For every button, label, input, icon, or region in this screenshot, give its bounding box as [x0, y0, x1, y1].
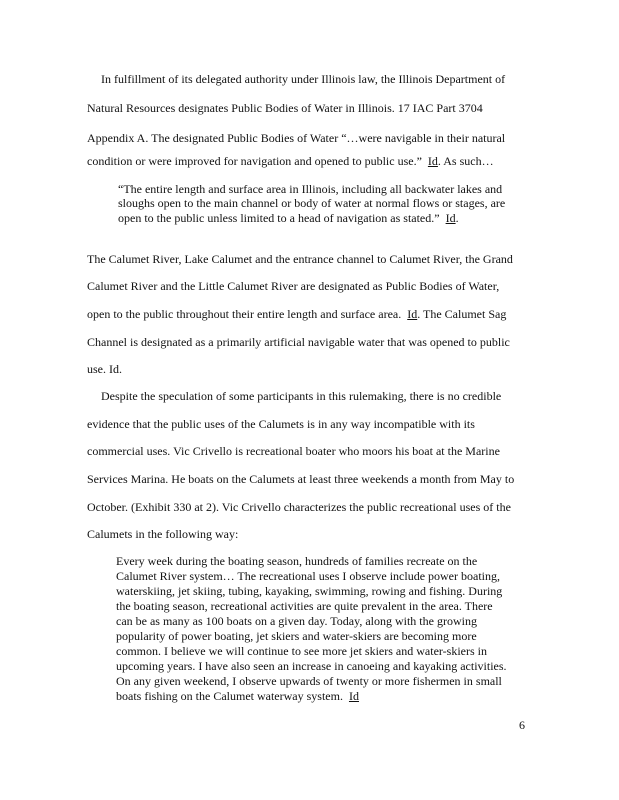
paragraph2-tail: . The Calumet Sag — [417, 307, 507, 321]
quote2-line8: upcoming years. I have also seen an increase in canoeing and kayaking activities. — [116, 659, 507, 673]
paragraph3-line6: Calumets in the following way: — [87, 527, 239, 541]
paragraph2-line1: The Calumet River, Lake Calumet and the entrance channel to Calumet River, the Grand — [87, 252, 513, 266]
paragraph3-line4: Services Marina. He boats on the Calumets at least three weekends a month from May to — [87, 472, 515, 486]
paragraph3-line1: Despite the speculation of some participants in this rulemaking, there is no credible — [101, 389, 502, 403]
paragraph2-line2: Calumet River and the Little Calumet River are designated as Public Bodies of Water, — [87, 279, 500, 293]
paragraph3-line3: commercial uses. Vic Crivello is recreational boater who moors his boat at the Marine — [87, 444, 500, 458]
quote2-line5: can be as many as 100 boats on a given day. Today, along with the growing — [116, 614, 477, 628]
paragraph3-line5: October. (Exhibit 330 at 2). Vic Crivello characterizes the public recreational uses of the — [87, 500, 511, 514]
paragraph2-line3 — [87, 307, 506, 321]
quote1-tail: . — [455, 211, 459, 225]
paragraph1-line1: In fulfillment of its delegated authority under Illinois law, the Illinois Department of — [101, 72, 506, 86]
paragraph1-line4 — [87, 154, 494, 168]
quote1-citation: Id — [445, 211, 456, 225]
quote1-line2: sloughs open to the main channel or body of water at normal flows or stages, are — [118, 196, 506, 210]
paragraph3-line2: evidence that the public uses of the Calumets is in any way incompatible with its — [87, 417, 475, 431]
quote2-line9: On any given weekend, I observe upwards of twenty or more fishermen in small — [116, 674, 502, 688]
quote2-line10-text: boats fishing on the Calumet waterway system. — [116, 689, 343, 703]
quote2-line6: popularity of power boating, jet skiers and water-skiers are becoming more — [116, 629, 477, 643]
quote2-line2: Calumet River system… The recreational uses I observe include power boating, — [116, 569, 500, 583]
quote1-line3-text: open to the public unless limited to a head of navigation as stated.” — [118, 211, 440, 225]
quote2-line4: the boating season, recreational activities are quite prevalent in the area. There — [116, 599, 493, 613]
paragraph1-line3: Appendix A. The designated Public Bodies of Water “…were navigable in their natural — [87, 131, 506, 145]
paragraph1-tail: . As such… — [437, 154, 494, 168]
paragraph1-line2: Natural Resources designates Public Bodies of Water in Illinois. 17 IAC Part 3704 — [87, 101, 483, 115]
page-number: 6 — [519, 718, 525, 732]
paragraph2-line4: Channel is designated as a primarily artificial navigable water that was opened to public — [87, 335, 510, 349]
quote2-line1: Every week during the boating season, hundreds of families recreate on the — [116, 554, 478, 568]
quote1-line1: “The entire length and surface area in Illinois, including all backwater lakes and — [118, 182, 503, 196]
quote2-line7: common. I believe we will continue to see more jet skiers and water-skiers in — [116, 644, 487, 658]
paragraph1-line4-text: condition or were improved for navigation and opened to public use.” — [87, 154, 422, 168]
paragraph2-line5: use. Id. — [87, 362, 122, 376]
paragraph1-citation: Id — [427, 154, 438, 168]
paragraph2-citation: Id — [407, 307, 418, 321]
quote2-line10 — [116, 689, 359, 704]
quote2-line3: waterskiing, jet skiing, tubing, kayaking, swimming, rowing and fishing. During — [116, 584, 503, 598]
paragraph2-line3-text: open to the public throughout their entire length and surface area. — [87, 307, 402, 321]
quote1-line3 — [118, 211, 459, 226]
quote2-citation: Id — [348, 689, 359, 703]
